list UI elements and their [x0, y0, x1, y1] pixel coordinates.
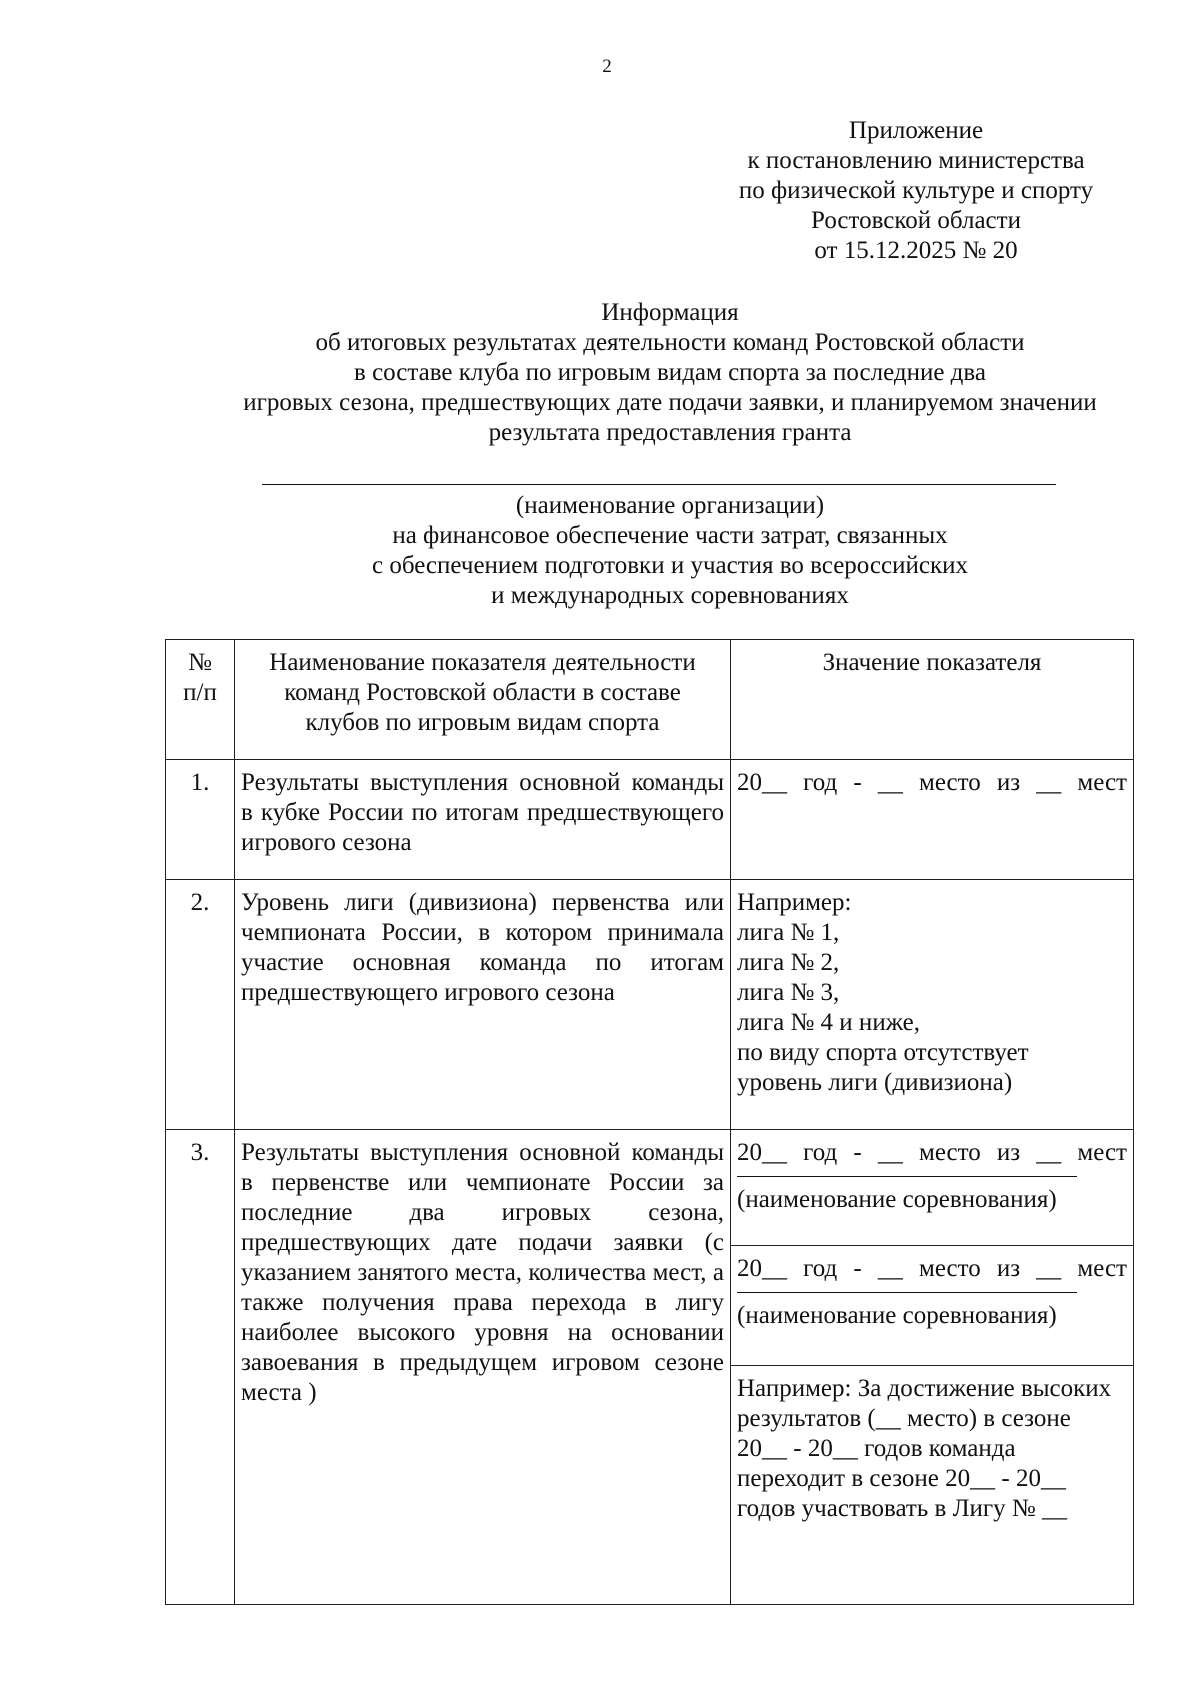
promotion-example: Например: За достижение высоких результатов (__ место) в сезоне 20__ - 20__ годов команда переходит в сезоне 20__ - 20__ годов участвовать в Лигу № __ [737, 1375, 1112, 1522]
page-number: 2 [602, 56, 612, 77]
appendix-header [706, 116, 1126, 266]
season-1-caption: (наименование соревнования) [737, 1186, 1057, 1213]
purpose-line: и международных соревнованиях [491, 582, 849, 609]
table-header-row [166, 640, 1134, 760]
competition-blank-line [737, 1176, 1077, 1177]
appendix-line: Приложение [848, 117, 984, 144]
value-line: уровень лиги (дивизиона) [737, 1069, 1013, 1096]
table-row [166, 760, 1134, 880]
title-line: игровых сезона, предшествующих дате подачи заявки, и планируемом значении [243, 389, 1097, 416]
title-line: Информация [601, 299, 739, 326]
purpose-line: с обеспечением подготовки и участия во всероссийских [371, 552, 969, 579]
row-number: 3. [166, 1130, 235, 1605]
header-indicator: Наименование показателя деятельности команд Ростовской области в составе клубов по игровым видам спорта [235, 640, 731, 760]
purpose-line: на финансовое обеспечение части затрат, связанных [392, 522, 948, 549]
document-title [120, 298, 1200, 448]
appendix-line: к постановлению министерства [747, 147, 1085, 174]
value-line: Например: [737, 889, 852, 916]
indicators-table [165, 639, 1134, 1605]
value-line: по виду спорта отсутствует [737, 1039, 1029, 1066]
header-number: № п/п [166, 640, 235, 760]
season-2-result [731, 1246, 1133, 1366]
row-number: 2. [166, 880, 235, 1130]
row-indicator: Результаты выступления основной команды в первенстве или чемпионате России за последние два игровых сезона, предшествующих дате подачи заявки (с указанием занятого места, количества мест, а также получения права перехода в лигу наиболее высокого уровня на основании завоевания в предыдущем игровом сезоне места ) [235, 1130, 731, 1605]
season-2-caption: (наименование соревнования) [737, 1302, 1057, 1329]
value-line: лига № 4 и ниже, [737, 1009, 920, 1036]
table-row [166, 880, 1134, 1130]
organization-block [120, 491, 1200, 611]
season-2-line: 20__ год - __ место из __ мест [737, 1255, 1127, 1282]
appendix-line: по физической культуре и спорту [738, 177, 1094, 204]
row-indicator: Уровень лиги (дивизиона) первенства или чемпионата России, в котором принимала участие основная команда по итогам предшествующего игрового сезона [235, 880, 731, 1130]
organization-blank-line [262, 484, 1056, 485]
title-line: об итоговых результатах деятельности команд Ростовской области [315, 329, 1025, 356]
title-line: в составе клуба по игровым видам спорта за последние два [354, 359, 986, 386]
row-value [731, 880, 1134, 1130]
row-number: 1. [166, 760, 235, 880]
row-indicator: Результаты выступления основной команды в кубке России по итогам предшествующего игрового сезона [235, 760, 731, 880]
appendix-line: Ростовской области [811, 207, 1021, 234]
value-line: лига № 1, [737, 919, 840, 946]
table-row [166, 1130, 1134, 1605]
season-1-line: 20__ год - __ место из __ мест [737, 1139, 1127, 1166]
appendix-line: от 15.12.2025 № 20 [814, 237, 1018, 264]
row-value: 20__ год - __ место из __ мест [731, 760, 1134, 880]
header-value: Значение показателя [731, 640, 1134, 760]
row-value [731, 1130, 1134, 1605]
value-line: лига № 3, [737, 979, 840, 1006]
title-line: результата предоставления гранта [488, 419, 852, 446]
organization-caption: (наименование организации) [515, 492, 825, 519]
season-1-result [731, 1130, 1133, 1246]
value-line: лига № 2, [737, 949, 840, 976]
competition-blank-line [737, 1292, 1077, 1293]
